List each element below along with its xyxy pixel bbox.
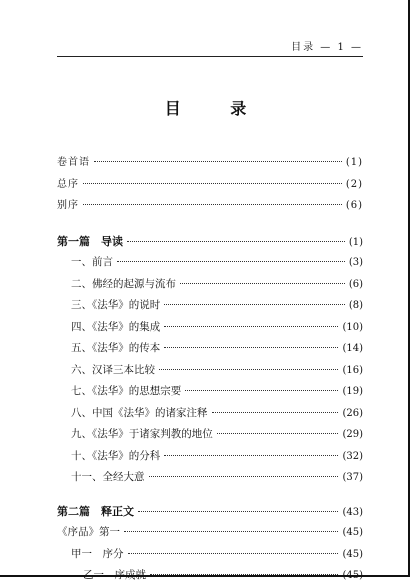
- dot-leader: [164, 326, 338, 327]
- dot-leader: [180, 283, 345, 284]
- toc-entry[interactable]: [57, 381, 363, 403]
- dot-leader: [94, 161, 342, 162]
- toc-entry[interactable]: [57, 522, 363, 544]
- dot-leader: [212, 412, 339, 413]
- dot-leader: [128, 553, 339, 554]
- dot-leader: [149, 476, 339, 477]
- toc-entry-label: 十一、全经大意: [71, 471, 145, 483]
- toc-entry-label: 总序: [57, 178, 79, 190]
- toc-entry[interactable]: [57, 360, 363, 382]
- dot-leader: [83, 204, 342, 205]
- toc-entry-page: (19): [342, 386, 363, 397]
- dot-leader: [83, 183, 342, 184]
- toc-entry-label: 二、佛经的起源与流布: [71, 277, 176, 290]
- toc-entry-page: (45): [342, 527, 363, 538]
- toc-part-label: 第一篇 导读: [57, 234, 123, 248]
- dot-leader: [127, 241, 345, 242]
- toc-entry[interactable]: [57, 565, 363, 587]
- dot-leader: [159, 369, 338, 370]
- running-head: 目录 — 1 —: [291, 42, 363, 53]
- page-title: 目 录: [164, 99, 269, 118]
- toc-entry-page: (8): [348, 300, 363, 311]
- toc-entry[interactable]: [57, 252, 363, 274]
- dot-leader: [138, 511, 338, 512]
- toc-entry-page: (6): [348, 278, 363, 290]
- toc-entry-label: 十、《法华》的分科: [71, 449, 161, 462]
- dot-leader: [164, 304, 345, 305]
- dot-leader: [164, 347, 338, 348]
- toc-part-page: (43): [342, 506, 363, 518]
- toc-entry[interactable]: [57, 544, 363, 566]
- toc-entry-page: (16): [342, 364, 363, 376]
- toc-entry-label: 甲一 序分: [71, 547, 124, 560]
- toc-entry-page: (26): [342, 407, 363, 419]
- toc-entry-special-preface[interactable]: [57, 195, 363, 217]
- toc-entry[interactable]: [57, 295, 363, 317]
- header-rule: [57, 56, 363, 57]
- toc-entry[interactable]: [57, 467, 363, 489]
- dot-leader: [124, 531, 338, 532]
- toc-entry-label: 三、《法华》的说时: [71, 299, 161, 311]
- toc-entry-label: 《序品》第一: [57, 526, 120, 538]
- toc-entry-general-preface[interactable]: [57, 174, 363, 196]
- toc-entry-label: 乙一 序成就: [83, 569, 146, 581]
- toc-entry-page: (29): [342, 429, 363, 440]
- toc-entry-page: (1): [345, 157, 363, 168]
- toc-entry-label: 七、《法华》的思想宗要: [71, 385, 182, 397]
- dot-leader: [217, 433, 339, 434]
- toc-entry[interactable]: [57, 403, 363, 425]
- toc-part-1[interactable]: [57, 231, 363, 253]
- toc-entry-label: 卷首语: [57, 157, 90, 168]
- toc-part-label: 第二篇 释正文: [57, 504, 134, 518]
- toc-entry-label: 九、《法华》于诸家判教的地位: [71, 428, 213, 440]
- spacer: [57, 489, 363, 501]
- toc-entry-label: 四、《法华》的集成: [71, 320, 161, 333]
- dot-leader: [164, 455, 338, 456]
- toc-entry-label: 别序: [57, 200, 79, 211]
- dot-leader: [117, 261, 345, 262]
- spacer: [57, 217, 363, 231]
- toc-entry-page: (32): [342, 450, 363, 462]
- dot-leader: [185, 390, 338, 391]
- toc-entry-label: 一、前言: [71, 256, 113, 268]
- toc-entry-page: (37): [342, 472, 363, 483]
- toc-entry[interactable]: [57, 446, 363, 468]
- toc-entry-page: (10): [342, 321, 363, 333]
- toc-entry-page: (2): [345, 178, 363, 190]
- toc-part-page: (1): [348, 236, 363, 248]
- toc-entry-page: (45): [342, 570, 363, 581]
- toc-entry[interactable]: [57, 338, 363, 360]
- toc-entry-page: (45): [342, 548, 363, 560]
- toc-entry-page: (3): [348, 257, 363, 268]
- toc-entry[interactable]: [57, 424, 363, 446]
- toc-entry-preface[interactable]: [57, 152, 363, 174]
- toc-entry-label: 五、《法华》的传本: [71, 342, 161, 354]
- toc-entry-page: (6): [345, 200, 363, 211]
- toc-part-2[interactable]: [57, 501, 363, 523]
- toc-entry-page: (14): [342, 343, 363, 354]
- dot-leader: [150, 574, 338, 575]
- toc-entry[interactable]: [57, 317, 363, 339]
- toc-entry-label: 六、汉译三本比较: [71, 363, 155, 376]
- toc-entry-label: 八、中国《法华》的诸家注释: [71, 406, 208, 419]
- toc-entry[interactable]: [57, 274, 363, 296]
- table-of-contents: [57, 152, 363, 587]
